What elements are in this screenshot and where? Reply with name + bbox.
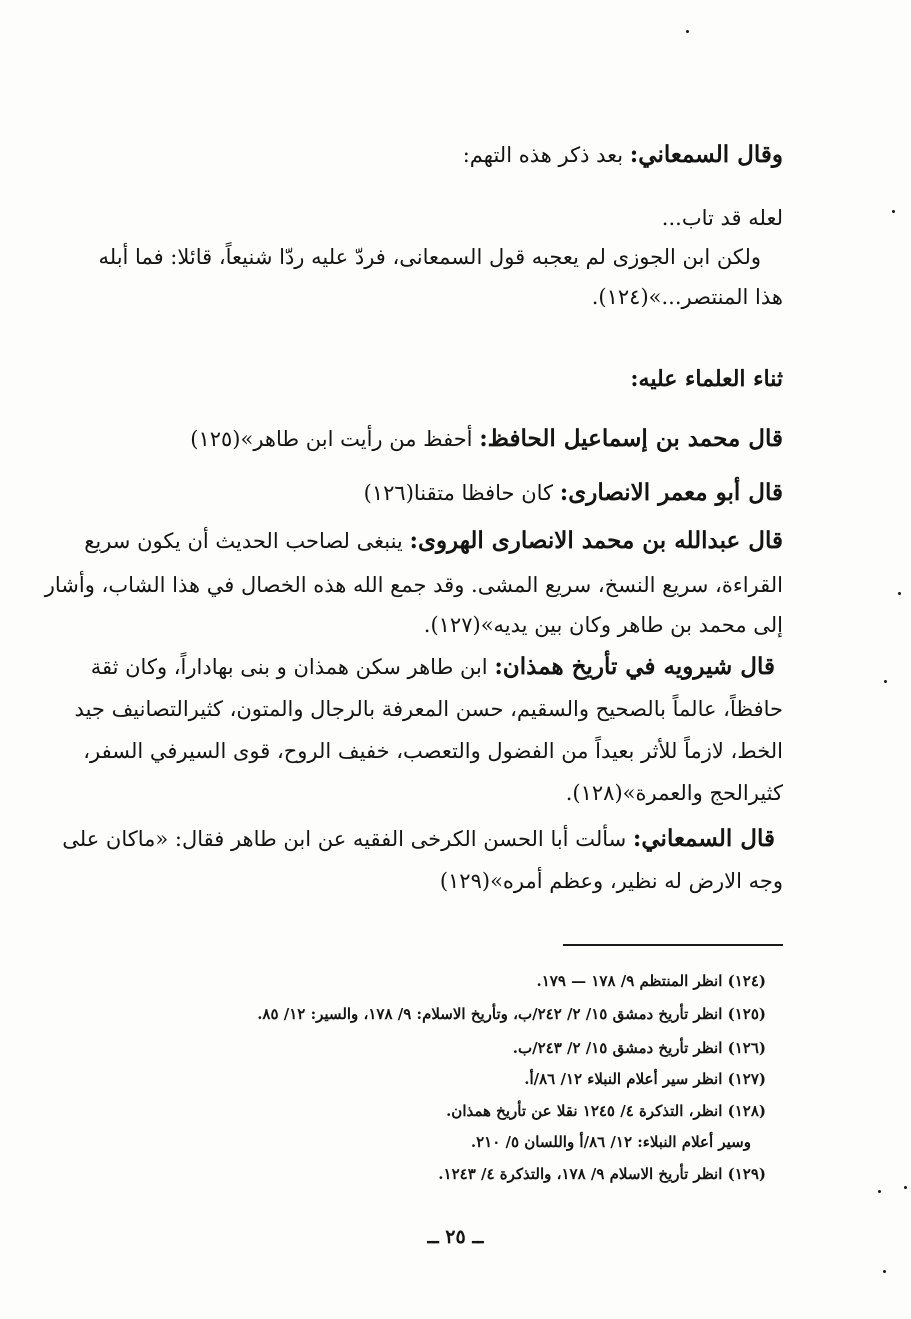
quote-shirawayh	[91, 652, 775, 682]
body-text: بعد ذكر هذه التهم:	[462, 143, 630, 167]
footnote-divider	[563, 944, 783, 946]
body-line: كثيرالحج والعمرة»(١٢٨).	[565, 781, 783, 805]
footnote: (١٢٦) انظر تأريخ دمشق ١٥/ ٢/ ٢٤٣/ب.	[512, 1039, 766, 1057]
speaker-label: قال محمد بن إسماعيل الحافظ:	[479, 425, 783, 452]
body-text: ابن طاهر سكن همذان و بنى بهاداراً، وكان ثقة	[90, 655, 495, 679]
footnote: (١٢٤) انظر المنتظم ٩/ ١٧٨ — ١٧٩.	[536, 972, 766, 990]
scan-speck	[884, 680, 887, 683]
speaker-label: وقال السمعاني:	[629, 141, 783, 168]
page-number: ــ ٢٥ ــ	[427, 1226, 484, 1248]
footnote: (١٢٧) انظر سير أعلام النبلاء ١٢/ ٨٦/أ.	[524, 1070, 766, 1088]
footnote: (١٢٩) انظر تأريخ الاسلام ٩/ ١٧٨، والتذكرة ٤/ ١٢٤٣.	[438, 1165, 766, 1183]
footnote: (١٢٥) انظر تأريخ دمشق ١٥/ ٢/ ٢٤٢/ب، وتأريخ الاسلام: ٩/ ١٧٨، والسير: ١٢/ ٨٥.	[257, 1005, 766, 1023]
scan-speck	[892, 210, 895, 213]
speaker-label: قال شيرويه في تأريخ همذان:	[494, 653, 775, 680]
body-text: سألت أبا الحسن الكرخى الفقيه عن ابن طاهر فقال: «ماكان على	[62, 827, 633, 851]
body-line: لعله قد تاب...	[661, 206, 783, 230]
body-line: ولكن ابن الجوزى لم يعجبه قول السمعانى، فردّ عليه ردّا شنيعاً، قائلا: فما أبله	[98, 245, 761, 269]
quote-samani-karkhi	[62, 824, 775, 854]
scan-speck	[883, 1270, 886, 1273]
section-heading: ثناء العلماء عليه:	[630, 366, 783, 392]
speaker-label: قال أبو معمر الانصارى:	[559, 479, 783, 506]
footnote: (١٢٨) انظر، التذكرة ٤/ ١٢٤٥ نقلا عن تأريخ همذان.	[446, 1102, 766, 1120]
body-line: إلى محمد بن طاهر وكان بين يديه»(١٢٧).	[423, 613, 783, 637]
scan-speck	[898, 592, 901, 595]
body-text: كان حافظا متقنا(١٢٦)	[363, 481, 560, 505]
quote-muhammad-ismail	[190, 424, 783, 454]
body-line: حافظاً، عالماً بالصحيح والسقيم، حسن المعرفة بالرجال والمتون، كثيرالتصانيف جيد	[74, 697, 783, 721]
paragraph-samani-intro	[463, 140, 783, 170]
scan-speck	[904, 1186, 907, 1189]
footnote-continuation: وسير أعلام النبلاء: ١٢/ ٨٦/أ واللسان ٥/ ٢١٠.	[470, 1133, 751, 1151]
body-line: هذا المنتصر...»(١٢٤).	[591, 285, 783, 309]
body-line: القراءة، سريع النسخ، سريع المشى. وقد جمع الله هذه الخصال في هذا الشاب، وأشار	[44, 573, 783, 597]
speaker-label: قال عبدالله بن محمد الانصارى الهروى:	[409, 527, 783, 554]
body-text: أحفظ من رأيت ابن طاهر»(١٢٥)	[190, 427, 480, 451]
quote-harawi	[84, 526, 783, 556]
speaker-label: قال السمعاني:	[632, 825, 775, 852]
body-text: ينبغى لصاحب الحديث أن يكون سريع	[84, 529, 410, 553]
body-line: الخط، لازماً للأثر بعيداً من الفضول والتعصب، خفيف الروح، قوى السيرفي السفر،	[83, 739, 783, 763]
quote-abu-mamar	[364, 478, 783, 508]
body-line: وجه الارض له نظير، وعظم أمره»(١٢٩)	[439, 869, 783, 893]
scan-speck	[686, 30, 689, 33]
scan-speck	[878, 1190, 881, 1193]
